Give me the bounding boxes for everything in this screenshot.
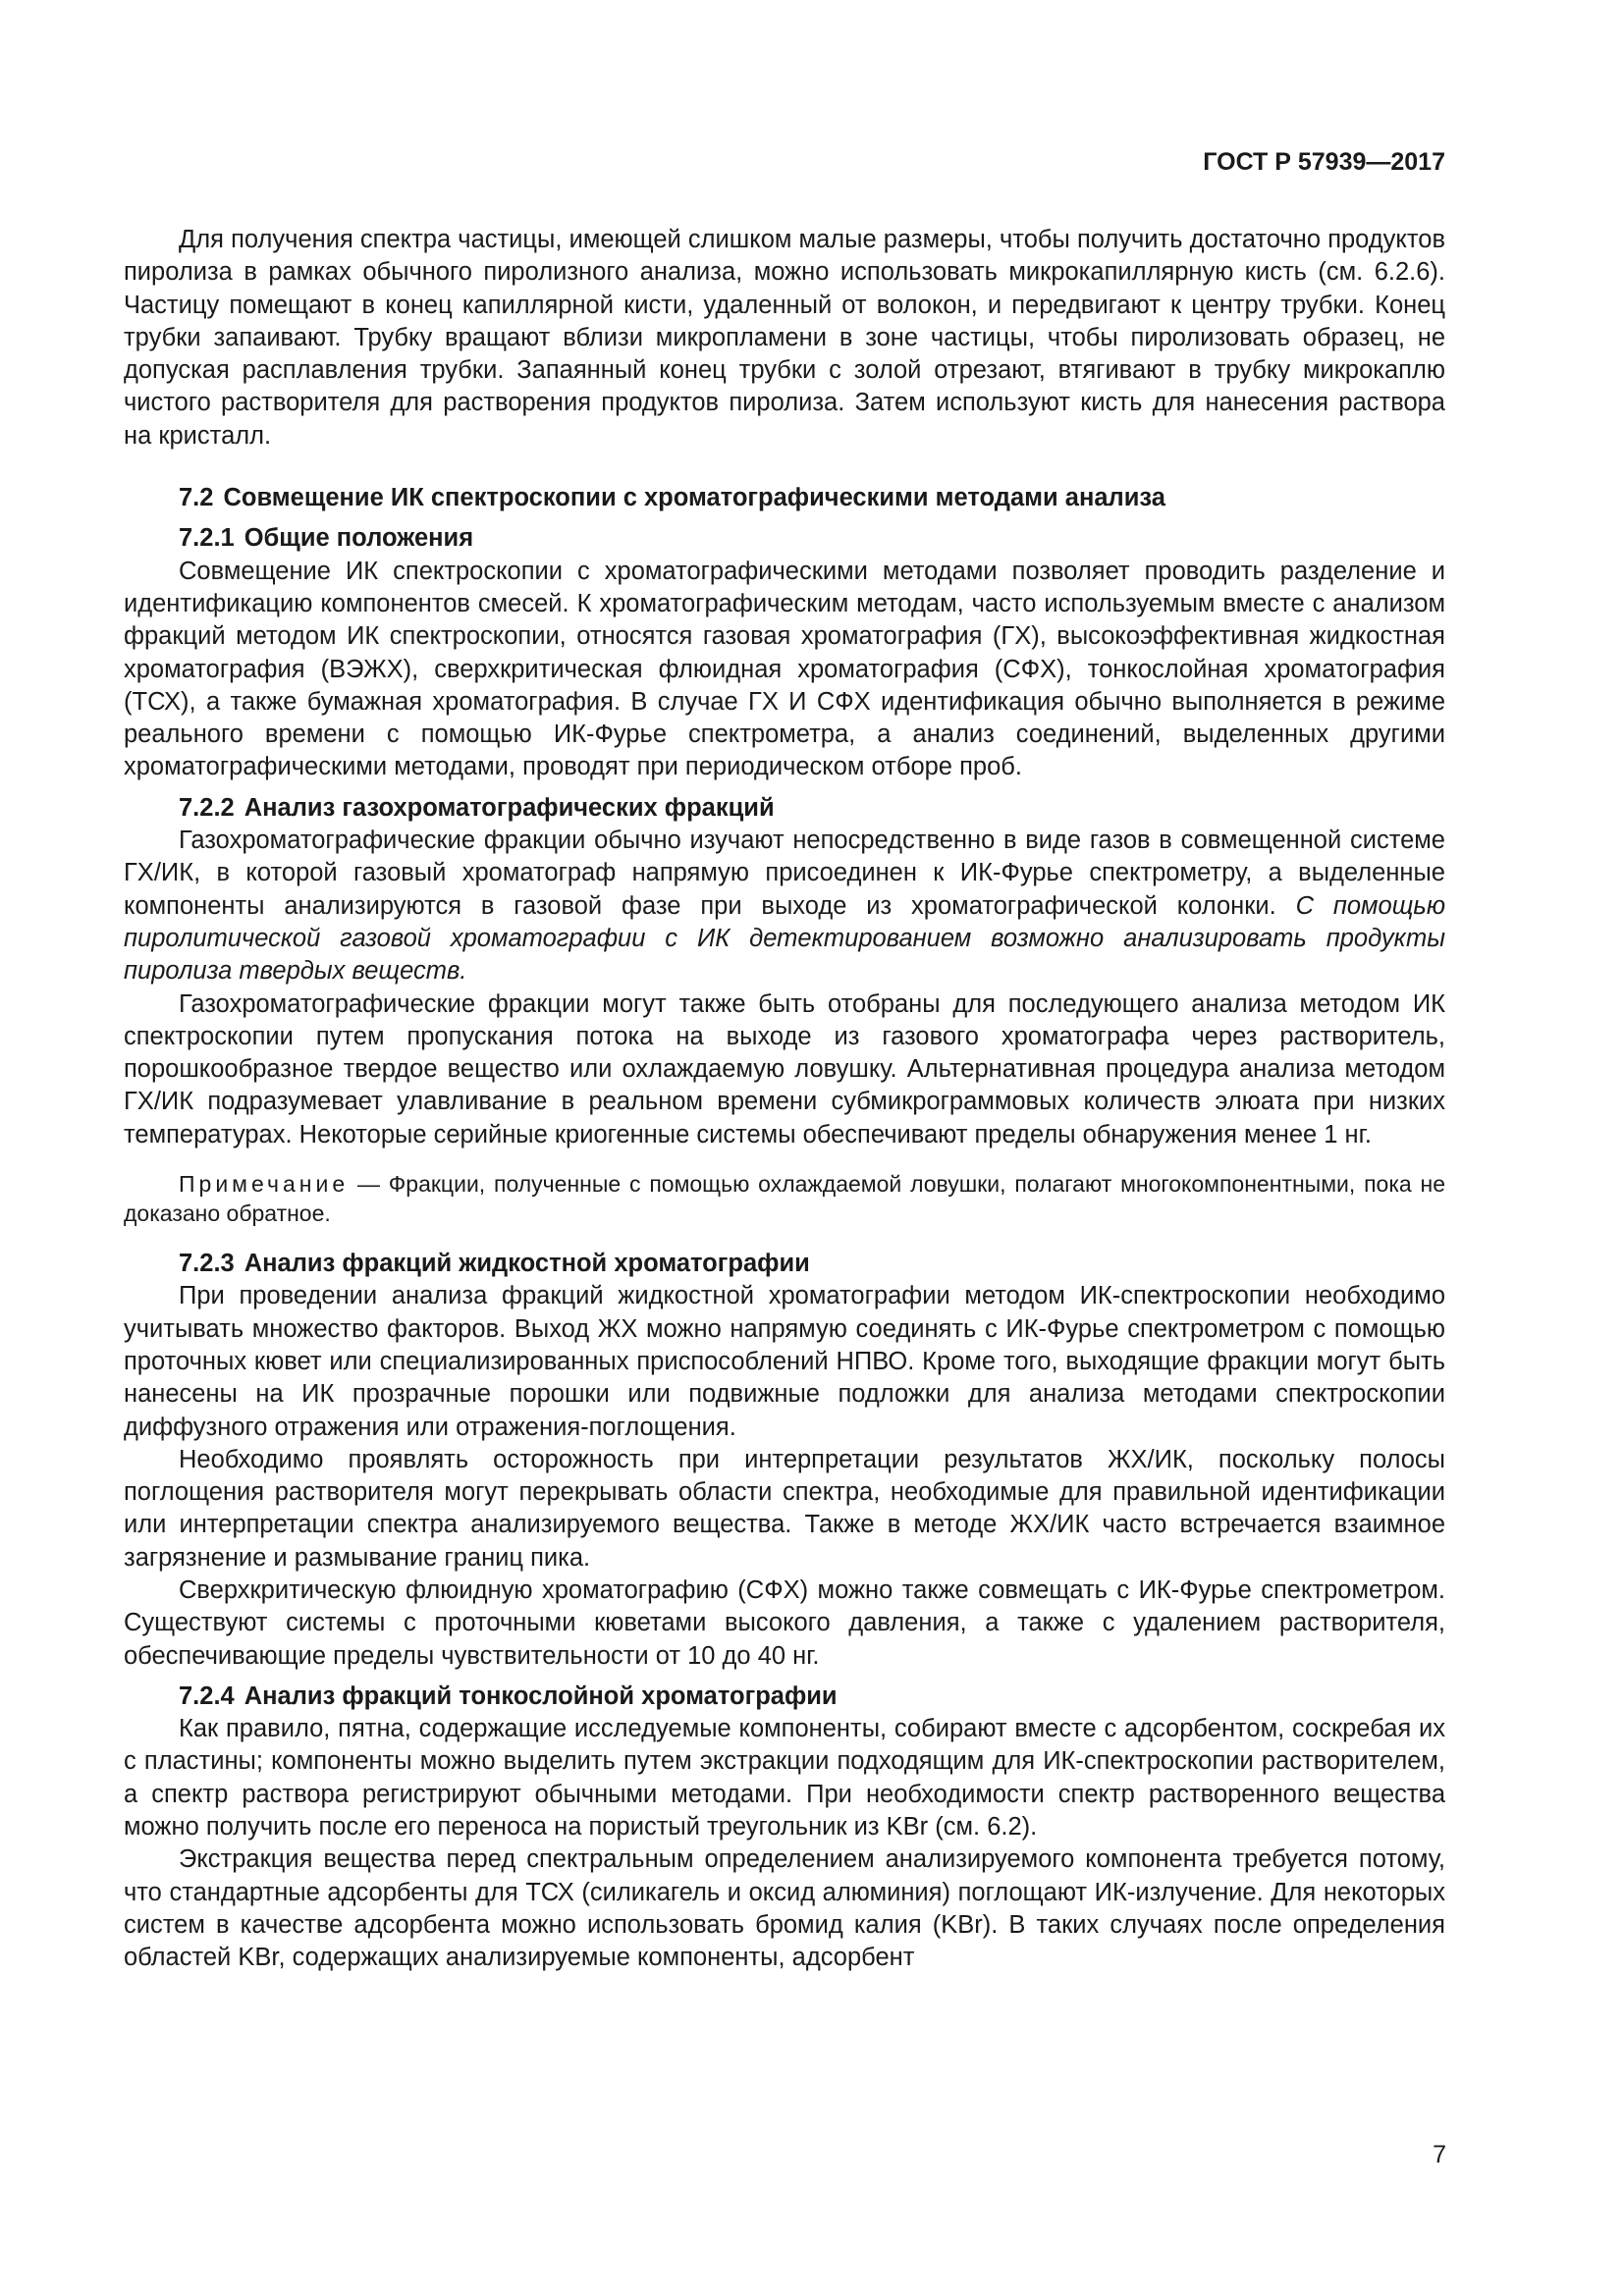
section-7-2-1-heading — [124, 522, 1445, 555]
section-number: 7.2.2 — [179, 793, 235, 822]
section-title: Анализ фракций жидкостной хроматографии — [244, 1250, 810, 1278]
section-7-2-3-heading — [124, 1248, 1445, 1280]
section-7-2-4-heading — [124, 1681, 1445, 1713]
section-title: Анализ фракций тонкослойной хроматографии — [244, 1682, 838, 1710]
document-header — [124, 147, 1445, 177]
section-7-2-2-heading — [124, 792, 1445, 825]
note — [124, 1169, 1445, 1228]
body-paragraph: Совмещение ИК спектроскопии с хроматографическими методами позволяет проводить разделение и идентификацию компонентов смесей. К хроматографическим методам, часто используемым вместе с анализом фракций методом ИК спектроскопии, относятся газовая хроматография (ГХ), высокоэффективная жидкостная хроматография (ВЭЖХ), сверхкритическая флюидная хроматография (СФХ), тонкослойная хроматография (ТСХ), а также бумажная хроматография. В случае ГХ И СФХ идентификация обычно выполняется в режиме реального времени с помощью ИК-Фурье спектрометра, а анализ соединений, выделенных другими хроматографическими методами, проводят при периодическом отборе проб. — [124, 557, 1445, 781]
section-title: Общие положения — [244, 524, 474, 553]
section-7-2-heading — [124, 482, 1445, 514]
intro-paragraph: Для получения спектра частицы, имеющей слишком малые размеры, чтобы получить достаточно продуктов пиролиза в рамках обычного пиролизного анализа, можно использовать микрокапиллярную кисть (см. 6.2.6). Частицу помещают в конец капиллярной кисти, удаленный от волокон, и передвигают к центру трубки. Конец трубки запаивают. Трубку вращают вблизи микропламени в зоне частицы, чтобы пиролизовать образец, не допуская расплавления трубки. Запаянный конец трубки с золой отрезают, втягивают в трубку микрокаплю чистого растворителя для растворения продуктов пиролиза. Затем используют кисть для нанесения раствора на кристалл. — [124, 226, 1445, 450]
document-page — [124, 147, 1445, 1975]
section-number: 7.2.4 — [179, 1682, 235, 1710]
section-number: 7.2.1 — [179, 524, 235, 553]
page-number: 7 — [1433, 2141, 1446, 2168]
section-number: 7.2.3 — [179, 1250, 235, 1278]
note-label: Примечание — [179, 1171, 350, 1198]
body-paragraph: Экстракция вещества перед спектральным определением анализируемого компонента требуется потому, что стандартные адсорбенты для ТСХ (силикагель и оксид алюминия) поглощают ИК-излучение. Для некоторых систем в качестве адсорбента можно использовать бромид калия (KBr). В таких случаях после определения областей KBr, содержащих анализируемые компоненты, адсорбент — [124, 1845, 1445, 1972]
italic-paragraph-text: С помощью пиролитической газовой хроматографии с ИК детектированием возможно анализировать продукты пиролиза твердых веществ. — [124, 891, 1445, 986]
paragraph-text: Газохроматографические фракции обычно изучают непосредственно в виде газов в совмещенной системе ГХ/ИК, в которой газовый хроматограф напрямую присоединен к ИК-Фурье спектрометру, а выделенные компоненты анализируются в газовой фазе при выходе из хроматографической колонки. — [124, 827, 1445, 920]
section-title: Анализ газохроматографических фракций — [244, 793, 775, 822]
body-paragraph: При проведении анализа фракций жидкостной хроматографии методом ИК-спектроскопии необходимо учитывать множество факторов. Выход ЖХ можно напрямую соединять с ИК-Фурье спектрометром с помощью проточных кювет или специализированных приспособлений НПВО. Кроме того, выходящие фракции могут быть нанесены на ИК прозрачные порошки или подвижные подложки для анализа методами спектроскопии диффузного отражения или отражения-поглощения. — [124, 1282, 1445, 1441]
note-text: — Фракции, полученные с помощью охлаждаемой ловушки, полагают многокомпонентными, пока не доказано обратное. — [124, 1171, 1445, 1227]
section-title: Совмещение ИК спектроскопии с хроматографическими методами анализа — [223, 484, 1165, 512]
body-paragraph: Газохроматографические фракции могут также быть отобраны для последующего анализа методом ИК спектроскопии путем пропускания потока на выходе из газового хроматографа через растворитель, порошкообразное твердое вещество или охлаждаемую ловушку. Альтернативная процедура анализа методом ГХ/ИК подразумевает улавливание в реальном времени субмикрограммовых количеств элюата при низких температурах. Некоторые серийные криогенные системы обеспечивают пределы обнаружения менее 1 нг. — [124, 989, 1445, 1148]
body-paragraph: Как правило, пятна, содержащие исследуемые компоненты, собирают вместе с адсорбентом, соскребая их с пластины; компоненты можно выделить путем экстракции подходящим для ИК-спектроскопии растворителем, а спектр раствора регистрируют обычными методами. При необходимости спектр растворенного вещества можно получить после его переноса на пористый треугольник из KBr (см. 6.2). — [124, 1715, 1445, 1842]
body-paragraph — [124, 825, 1445, 988]
section-number: 7.2 — [179, 484, 214, 512]
body-paragraph: Необходимо проявлять осторожность при интерпретации результатов ЖХ/ИК, поскольку полосы поглощения растворителя могут перекрывать области спектра, необходимые для правильной идентификации или интерпретации спектра анализируемого вещества. Также в методе ЖХ/ИК часто встречается взаимное загрязнение и размывание границ пика. — [124, 1445, 1445, 1572]
body-paragraph: Сверхкритическую флюидную хроматографию (СФХ) можно также совмещать с ИК-Фурье спектрометром. Существуют системы с проточными кюветами высокого давления, а также с удалением растворителя, обеспечивающие пределы чувствительности от 10 до 40 нг. — [124, 1575, 1445, 1670]
standard-number: ГОСТ Р 57939—2017 — [1203, 148, 1445, 176]
